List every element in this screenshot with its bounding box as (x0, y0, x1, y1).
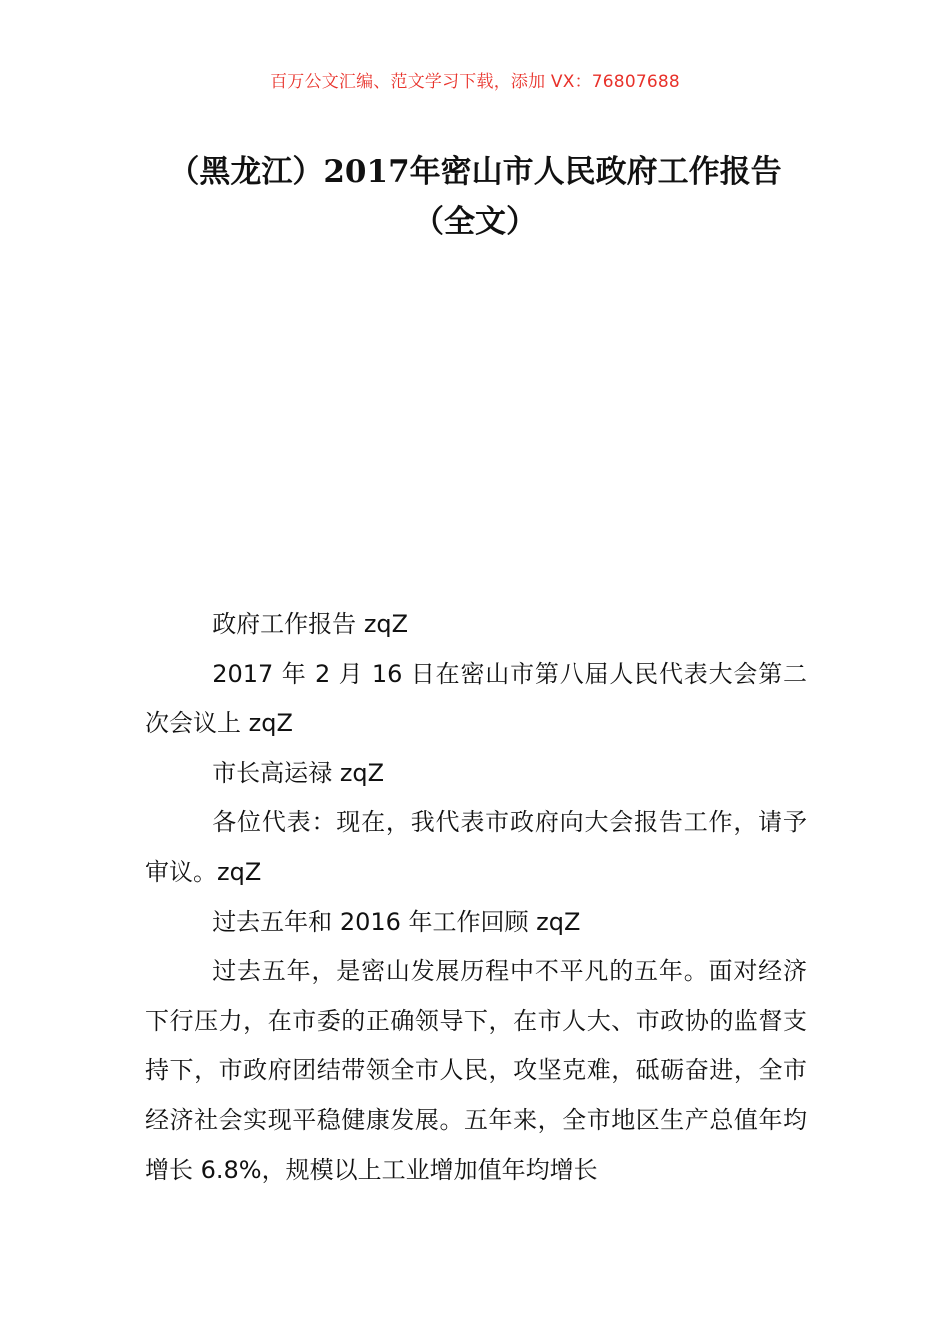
body-paragraph: 2017 年 2 月 16 日在密山市第八届人民代表大会第二次会议上 zqZ (145, 659, 807, 738)
body-paragraph: 各位代表：现在，我代表市政府向大会报告工作，请予审议。zqZ (145, 808, 807, 886)
body-paragraph: 过去五年，是密山发展历程中不平凡的五年。面对经济下行压力，在市委的正确领导下，在市人大、市政协的监督支持下，市政府团结带领全市人民，攻坚克难，砥砺奋进，全市经济社会实现平稳健康发展。五年来，全市地区生产总值年均增长 6.8%，规模以上工业增加值年均增长 (145, 957, 807, 1184)
body-paragraph: 过去五年和 2016 年工作回顾 zqZ (212, 907, 581, 936)
document-title: （黑龙江）2017年密山市人民政府工作报告（全文） (168, 154, 782, 240)
body-paragraph: 市长高运禄 zqZ (212, 758, 385, 787)
body-paragraph: 政府工作报告 zqZ (212, 610, 409, 638)
document-body (145, 600, 807, 1195)
promo-header: 百万公文汇编、范文学习下载，添加 VX：76807688 (270, 72, 680, 92)
